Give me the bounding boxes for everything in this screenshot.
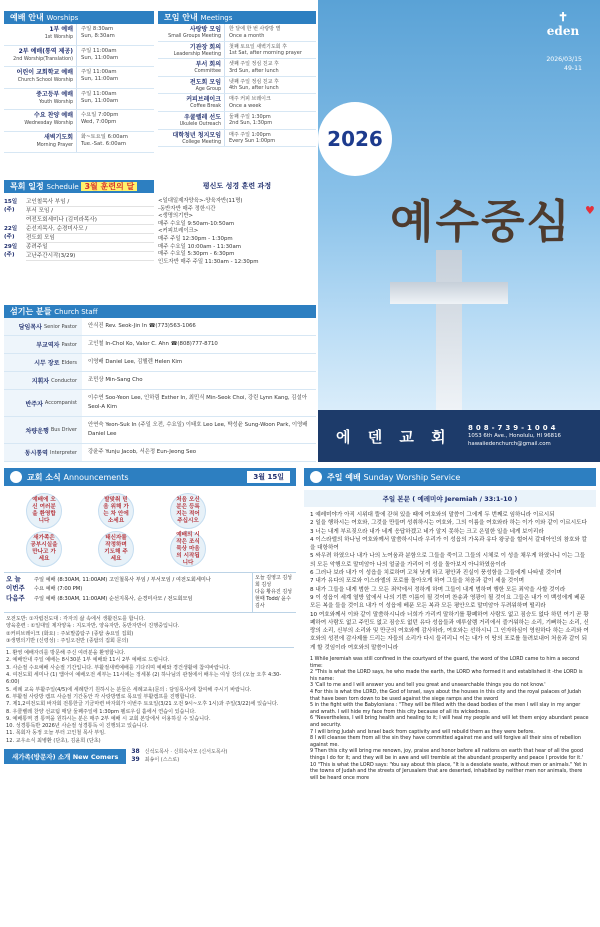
scripture-english [304, 652, 596, 781]
meeting-time-ko: 한 달에 한 번 사랑방 별 [229, 26, 281, 32]
verse-ko: 1 예레미야가 아직 시위대 뜰에 갇혀 있을 때에 여호와의 말씀이 그에게 두 번째로 임하니라 이르시되 [310, 512, 555, 518]
verse-ko: 3 너는 내게 부르짖으라 내가 네게 응답하겠고 네가 알지 못하는 크고 은밀한 일을 네게 보이리라 [310, 528, 544, 535]
staff-role-en: Conductor [51, 377, 77, 384]
verse-en: 5 in the fight with the Babylonians : "They will be filled with the dead bodies of the men I will slay in my anger and wrath. I will hide my face from this city because of all its wickedness. [310, 702, 581, 715]
staff-role-en: Senior Pastor [43, 323, 77, 330]
meeting-name [158, 130, 224, 147]
schedule-items [26, 243, 154, 261]
meeting-name-ko: 우쿨렐레 선도 [184, 113, 221, 121]
worship-row [4, 67, 154, 89]
meeting-name-ko: 커피브레이크 [186, 96, 221, 104]
cover [318, 0, 600, 462]
announcement-item: 9. 예배통역 겸 통역을 원하시는 분은 매주 2부 예배 시 교회 본당에서 이용하실 수 있습니다. [6, 715, 211, 722]
training-line: <생명의기반> [158, 213, 194, 220]
verse-ko: 5 싸우려 하였으나 내가 나의 노여움과 분함으로 그들을 죽이고 그들의 시체로 이 성을 채우게 하였나니 이는 그들의 모든 악행으로 말미암아 나의 얼굴을 가리어 이 성을 돌아보지 아니하였음이라 [310, 553, 586, 568]
meeting-time-en: Once a week [229, 102, 262, 109]
schedule-date: 29일(주) [4, 244, 18, 258]
verse-en: 10 "This is what the LORD says: 'You say about this place, "It is a desolate waste, without men or animals." Yet in the towns of Judah and the streets of Jerusalem that are deserted, inhabited by neither men nor animals, there will be heard once more [310, 761, 588, 781]
staff-role [4, 444, 82, 461]
event-line [6, 575, 250, 584]
duty-line: 오늘 김영고 김성희 김성 [255, 575, 292, 588]
worship-name-en: Youth Worship [39, 99, 73, 105]
staff-header: 섬기는 분들 Church Staff [4, 305, 316, 318]
meeting-name-ko: 사랑방 모임 [189, 26, 221, 33]
welcome-circle [152, 530, 224, 568]
staff-people: 이수연 Soo-Yeon Lee, 인하림 Esther In, 최민식 Min-Seok Choi, 강린 Lynn Kang, 김설아 Seol-A Kim [88, 395, 307, 410]
meeting-name-ko: 전도회 모임 [189, 78, 221, 86]
schedule-row [4, 243, 154, 261]
worship-name-ko: 어린이 교회학교 예배 [16, 69, 73, 76]
schedule-item: 고인철목사 부임 / [26, 198, 154, 207]
church-email[interactable]: hawaiiedenchurch@gmail.com [468, 441, 551, 447]
worship-time [76, 89, 154, 110]
training-line: 매주 수요일 5:30pm - 6:30pm [158, 251, 235, 258]
worship-row [4, 46, 154, 68]
staff-row [4, 417, 316, 444]
worship-row [4, 89, 154, 111]
verse-en: 4 For this is what the LORD, the God of Israel, says about the houses in this city and the royal palaces of Judah that have been torn down to be used against the siege ramps and the sword [310, 689, 582, 702]
training-line: <일대일제자양육>-양육자반(11명) [158, 198, 243, 204]
verse-ko: 4 이스라엘의 하나님 여호와께서 말씀하시니라 우리가 이 성읍의 가옥과 유다 왕궁을 헐어서 갈대아인의 참호와 칼을 대항하여 [310, 536, 588, 552]
schedule-item: 고난주간시작(3/29) [26, 252, 154, 261]
staff-role [4, 318, 82, 335]
meeting-name [158, 59, 224, 76]
cover-title: 예수중심 [390, 195, 572, 248]
verse-en: 1 While Jeremiah was still confined in the courtyard of the guard, the word of the LORD came to him a second time: [310, 656, 580, 669]
worship-time-ko: 주일 11:00am [81, 47, 117, 54]
staff-role-en: Pastor [61, 341, 77, 348]
note-line: ②커피브레이크 (화요) : 주보말씀탐구 (종탑 송요일 집회) [6, 630, 134, 637]
staff-section [4, 305, 316, 462]
announcement-notes [4, 613, 296, 745]
note-line: ③생명의기반 (신령성) : 주일오전반 (종탑의 집회 문의) [6, 637, 129, 644]
welcome-circle-text: 발맞춰 믿음 위해 가는 차 안에 소세요 [98, 493, 134, 529]
verse-ko: 10 여호와께서 이와 같이 말씀하시니라 너희가 가리켜 말하기를 황폐하여 사람도 없고 짐승도 없다 하던 여기 곧 황폐하여 사람도 없고 주민도 없고 짐승도 없던 유다 성읍들과 예루살렘 거리에서 즐거워하는 소리, 기뻐하는 소리, 신랑의 소리, 신부의 소리와 및 만군의 여호와께 감사하라, 여호와는 선하시니 그 인자하심이 영원하다 하는 소리와 여호와의 성전에 감사제를 드리는 자들의 소리가 다시 들리리니 이는 내가 이 땅의 포로를 돌려보내어 처음과 같이 되게 할 것임이라 여호와의 말씀이니라 [310, 611, 589, 651]
staff-people: 안식진 Rev. Seok-Jin In ☎(773)563-1066 [88, 323, 196, 329]
worship-name [4, 110, 76, 131]
welcome-circle [8, 492, 80, 530]
worship-time-en: Sun, 11:00am [81, 97, 119, 104]
announcements-date: 3월 15일 [247, 471, 290, 483]
staff-role-en: Interpreter [49, 449, 77, 456]
staff-role-en: Elders [61, 359, 77, 366]
worship-time-ko: 주일 8:30am [81, 26, 114, 32]
welcome-circle [152, 492, 224, 530]
staff-role-ko: 지휘자 [31, 378, 50, 385]
meeting-name-ko: 기관장 회의 [189, 43, 221, 51]
newcomers-label: 새가족(방문자) 소개 New Comers [4, 749, 126, 764]
meeting-time-en: 3rd Sun, after lunch [229, 67, 279, 74]
worship-name [4, 132, 76, 153]
verse-ko: 7 내가 유다의 포로와 이스라엘의 포로를 돌아오게 하여 그들을 처음과 같이 세울 것이며 [310, 578, 525, 585]
schedule-header: 목회 일정 Schedule 3월 훈련의 달 [4, 180, 154, 193]
staff-role-ko: 차량운행 [25, 427, 49, 435]
schedule-items [26, 198, 154, 225]
welcome-circle-text: 처음 오신분은 등록지는 적어주십시오 [170, 493, 206, 529]
staff-people: 안연숙 Yeon-Suk In (주일 오전, 수요일) 이태호 Leo Lee, 박성윤 Sung-Woon Park, 이영배 Daniel Lee [88, 422, 308, 437]
announcement-item: 4. 여전도회 세미나 (1) 앱아이 예배오전 세부는 11시에는 정세봉 (2) 하나님의 관점에서 배우는 여성 강의 (오늘 오후 4:30-6:00) [6, 672, 282, 686]
meeting-row [158, 42, 316, 60]
worship-name [4, 67, 76, 88]
schedule-item: 전도회 모임 [26, 234, 154, 243]
staff-role-ko: 반주자 [25, 400, 43, 408]
sermon-passage: 주일 본문 ( 예레미야 Jeremiah / 33:1-10 ) [304, 490, 596, 507]
event-line [6, 594, 250, 603]
meeting-time-en: 1st Sat, after morning prayer [229, 50, 302, 57]
note-line: 양육훈련 : ①일대일 제자양육 : 지도자반, 양육자반, 동반자반이 진행중입니다. [6, 623, 180, 630]
worship-table [4, 11, 154, 153]
meeting-time [224, 130, 316, 147]
church-address: 1053 6th Ave., Honolulu, HI 96816 [468, 433, 561, 439]
church-contact [468, 424, 561, 448]
meeting-time [224, 77, 316, 94]
staff-row [4, 390, 316, 417]
scripture-korean [304, 507, 596, 652]
meeting-name-en: Committee [194, 69, 221, 75]
welcome-circle [80, 530, 152, 568]
worship-time [76, 46, 154, 67]
worship-time-en: Sun, 11:00am [81, 54, 119, 61]
event-text: 주일 예배 (8:30AM, 11:00AM) 순선지목사, 순경미사모 / 전도회모임 [34, 595, 193, 602]
worship-time [76, 24, 154, 45]
staff-row [4, 318, 316, 336]
worship-time-en: Wed, 7:00pm [81, 119, 117, 125]
announcement-item: 8. 우쿨렐레 찬양 선교팀 매달 둘째주일에 1:30pm 펠로우십 홀에서 연습이 있습니다. [6, 708, 196, 715]
schedule-item: 여전도회세미나 (김미라목사) [26, 216, 154, 225]
schedule-items [26, 225, 154, 243]
staff-people: 이영배 Daniel Lee, 김헬렌 Helen Kim [88, 359, 183, 365]
worship-name-en: Wednesday Worship [24, 121, 73, 126]
schedule-section [4, 180, 316, 300]
event-text: 주일 예배 (8:30AM, 11:00AM) 고인철목사 부임 / 부서모임 / 여전도회세미나 [34, 577, 211, 583]
service-header: 주일 예배 Sunday Worship Service [304, 468, 596, 486]
schedule-highlight: 3월 훈련의 달 [81, 182, 137, 191]
event-label: 이번주 [6, 584, 25, 593]
worship-name [4, 46, 76, 67]
training-title: 평신도 성경 훈련 과정 [202, 182, 272, 190]
training-line: 매주 수요일 9:50am-10:50am [158, 220, 235, 227]
schedule-item: 부서 모임 / [26, 207, 154, 216]
announcements-section [4, 468, 296, 764]
meeting-time-en: 2nd Sun, 1:30pm [229, 120, 273, 127]
meeting-name [158, 77, 224, 94]
training-line: <커피브레이크> [158, 228, 199, 235]
verse-en: 7 I will bring Judah and Israel back from captivity and will rebuild them as they were before. [310, 728, 535, 735]
meeting-name-en: Leadership Meeting [173, 51, 221, 57]
meeting-row [158, 24, 316, 42]
duty-line: 현때 Todd/ 윤수 김사 [255, 596, 291, 609]
meeting-time-ko: 둘째 주일 1:30pm [229, 113, 271, 120]
worship-time [76, 132, 154, 153]
meeting-name-en: Age Group [195, 86, 221, 92]
announcement-item: 2. 예배안내 주일 예배는 8시30분 1부 예배와 11시 2부 예배로 드립니다. [6, 657, 170, 664]
announcement-item: 5. 세례 교육 부활주일(4/5)에 세례받기 원하시는 분들은 세례교육(문의 : 담임목사)에 참여해 주시기 바랍니다. [6, 686, 252, 693]
welcome-circle [80, 492, 152, 530]
meeting-time-ko: 셋째 주일 정심 친교 후 [229, 61, 279, 68]
welcome-circle-text: 태신자를 작정하며 기도해 주세요 [98, 531, 134, 567]
meeting-name-en: College Meeting [182, 139, 221, 145]
event-text: 수요 예배 (7:00 PM) [34, 586, 83, 593]
church-icon [10, 471, 22, 483]
training-line: 매주 수요일 10:00am - 11:30am [158, 243, 242, 250]
meeting-time-ko: 넷째 주일 정심 친교 후 [229, 78, 279, 85]
verse-ko: 6 그러나 보라 내가 이 성읍을 치료하며 고쳐 낫게 하고 평안과 진실이 풍성함을 그들에게 나타낼 것이며 [310, 570, 562, 577]
staff-row [4, 372, 316, 390]
verse-ko: 9 이 성읍이 세계 열방 앞에서 나의 기쁜 이름이 될 것이며 찬송과 영광이 될 것이요 그들은 내가 이 백성에게 베푼 모든 복을 들을 것이요 내가 이 성읍에 베푼 모든 복과 모든 평안으로 말미암아 두려워하며 떨리라 [310, 594, 586, 610]
announcement-item: 11. 목회자 동정 오늘 부터 고인철 목사 부임. [6, 730, 106, 737]
meeting-time-ko: 매주 주일 1:00pm [229, 131, 271, 138]
welcome-circle-text: 예배에 오신 여러분을 환영합니다 [26, 493, 62, 529]
schedule-item: 종려주일 [26, 243, 154, 252]
meeting-time [224, 59, 316, 76]
weekly-events [4, 572, 296, 613]
meeting-name [158, 24, 224, 41]
announcement-item: 3. 사순절 수요예배 사순절 기간입니다. 부활절새벽예배를 기다리며 예배와 경건생활에 참여바랍니다. [6, 664, 231, 671]
church-name: 에 덴 교 회 [336, 427, 452, 446]
meeting-row [158, 130, 316, 148]
training-line: -동반자반 매주 정한시간 [158, 205, 216, 212]
year-badge: 2026 [318, 102, 392, 176]
meeting-name [158, 112, 224, 129]
welcome-circle-text: 새가족은 공부시실을 만나고 가세요 [26, 531, 62, 567]
staff-row [4, 444, 316, 462]
cross-icon [436, 250, 462, 410]
worship-time-en: Tue.-Sat. 6:00am [81, 140, 126, 147]
verse-ko: 8 내가 그들을 내게 범한 그 모든 죄악에서 정하게 하며 그들이 내게 범하며 행한 모든 죄악을 사할 것이라 [310, 586, 566, 593]
cover-date: 2026/03/15 49-11 [546, 56, 582, 72]
meeting-time [224, 112, 316, 129]
training-line: 매주 주일 12:30pm - 1:30pm [158, 235, 233, 242]
schedule-date: 22일(주) [4, 226, 18, 240]
meeting-time-en: Every Sun 1:00pm [229, 138, 276, 145]
worship-row [4, 24, 154, 46]
event-line [6, 584, 250, 593]
cross-arm [390, 282, 508, 304]
eden-logo: ✝ eden [546, 10, 580, 38]
cross-circle-icon [310, 471, 322, 483]
meeting-name-en: Small Groups Meeting [168, 34, 221, 39]
staff-role [4, 390, 82, 416]
worship-name-en: 1st Worship [44, 35, 73, 40]
meeting-name-ko: 부서 회의 [195, 61, 221, 69]
staff-row [4, 354, 316, 372]
staff-role-ko: 동시통역 [24, 450, 48, 457]
event-label: 오 늘 [6, 575, 21, 583]
training-line: 인도자반 매주 주일 11:30am - 12:30pm [158, 258, 259, 265]
welcome-circle-text: 예배의 시작은 조식 묵상 마음의 시작됩니다 [170, 531, 206, 567]
worship-row [4, 132, 154, 154]
worship-time-en: Sun, 11:00am [81, 76, 119, 82]
worship-service-section [304, 468, 596, 781]
schedule-date: 15일(주) [4, 199, 18, 213]
announcement-item: 6. 부활절 사랑방 캠프 사순절 기간동안 각 사랑방별로 목요일 부활캠프를 진행합니다. [6, 693, 196, 700]
worship-name-ko: 중고등부 예배 [36, 90, 73, 98]
meetings-header: 모임 안내 Meetings [158, 11, 316, 24]
verse-en: 9 Then this city will bring me renown, joy, praise and honor before all nations on earth that hear of all the good things I do for it; and they will be in awe and will tremble at the abundant prosperity and peace I provide for it.' [310, 748, 584, 761]
newcomers-numbers: 38 39 [131, 748, 140, 764]
worship-name-en: 2nd Worship(Translation) [13, 56, 73, 62]
staff-role [4, 336, 82, 353]
meeting-row [158, 94, 316, 112]
meeting-time [224, 24, 316, 41]
meeting-name-en: Ukulele Outreach [179, 121, 221, 127]
announcement-item: 1. 환영 예배자리를 방문해 주신 여러분을 환영합니다. [6, 650, 126, 657]
worship-row [4, 110, 154, 132]
staff-role-ko: 시무 장로 [34, 360, 60, 367]
staff-role [4, 354, 82, 371]
meeting-time-ko: 매주 커피 브레이크 [229, 96, 271, 103]
meeting-name-ko: 대학청년 청지모임 [172, 131, 221, 139]
church-phone: 808-739-1004 [468, 424, 559, 432]
worship-name-en: Church School Worship [17, 78, 73, 83]
staff-role [4, 372, 82, 389]
staff-role-en: Accompanist [44, 400, 77, 406]
worship-time-ko: 주일 11:00am [81, 69, 117, 75]
meeting-row [158, 112, 316, 130]
verse-en: 8 I will cleanse them from all the sin they have committed against me and will forgive all their sins of rebellion against me. [310, 735, 581, 748]
worship-time [76, 67, 154, 88]
staff-people: 고인철 In-Chol Ko, Valor C. Ahn ☎(808)777-8710 [88, 341, 218, 347]
meeting-name [158, 94, 224, 111]
worship-time-ko: 주일 11:00am [81, 90, 117, 97]
worship-name [4, 24, 76, 45]
event-label: 다음주 [6, 593, 25, 602]
worship-name-ko: 2부 예배(통역 제공) [18, 47, 73, 55]
staff-role-ko: 담임목사 [18, 324, 42, 331]
announcements-header: 교회 소식 Announcements 3월 15일 [4, 468, 296, 486]
meeting-name-en: Coffee Break [190, 104, 221, 110]
meeting-time [224, 94, 316, 111]
schedule-row [4, 198, 154, 225]
schedule-item: 순선지목사, 순경미사모 / [26, 225, 154, 234]
worship-header: 예배 안내 Worships [4, 11, 154, 24]
worship-time-ko: 화~토요일 6:00am [81, 133, 128, 140]
meeting-time [224, 42, 316, 59]
worship-time [76, 110, 154, 131]
announcement-item: 10. 성경통독반 2026년 사순절 성경통독 이 진행되고 있습니다. [6, 723, 149, 730]
newcomers-names: 신석도목사 · 신희숙사모 (신서도목사) 최송이 (스스로) [144, 749, 228, 764]
announcement-item: 7. 제1,2여전도회 바자회 전통한글 기금마련 바자회가 이번주 토요일(3/21 오전 9시~오후 1시)과 주일(3/22)에 있습니다. [6, 701, 279, 708]
note-line: 오전도반: ①자립전도대 : 각자의 삶 속에서 생활전도를 합니다. [6, 616, 146, 622]
meeting-time-en: Once a month [229, 32, 265, 39]
staff-role-en: Bus Driver [50, 427, 77, 433]
duty-line: 다음 황유진 김성 [255, 589, 292, 595]
verse-ko: 2 일을 행하시는 여호와, 그것을 만들며 성취하시는 여호와, 그의 이름을 여호와라 하는 이가 이와 같이 이르시도다 [310, 520, 587, 527]
worship-name-ko: 1부 예배 [49, 26, 73, 33]
staff-people: 강윤주 Yunju Jacob, 서은정 Eun-Jeong Seo [88, 449, 197, 455]
staff-row [4, 336, 316, 354]
verse-en: 2 "This is what the LORD says, he who made the earth, the LORD who formed it and established it -the LORD is his name: [310, 669, 583, 682]
meetings-table [158, 11, 316, 147]
worship-name-ko: 수요 찬양 예배 [34, 112, 73, 119]
worship-name [4, 89, 76, 110]
meeting-name [158, 42, 224, 59]
worship-name-ko: 새벽기도회 [44, 133, 73, 141]
meeting-time-ko: 첫째 토요일 새벽기도회 후 [229, 43, 287, 50]
heart-icon: ♥ [585, 204, 595, 217]
staff-people: 조민상 Min-Sang Cho [88, 377, 143, 383]
staff-role [4, 417, 82, 443]
meeting-row [158, 77, 316, 95]
schedule-row [4, 225, 154, 243]
church-banner [318, 410, 600, 462]
worship-name-en: Morning Prayer [36, 142, 73, 148]
verse-en: 3 'Call to me and I will answer you and tell you great and unsearchable things you do not know.' [310, 682, 546, 689]
meeting-row [158, 59, 316, 77]
welcome-circle [8, 530, 80, 568]
staff-role-ko: 부교역자 [36, 342, 60, 349]
announcement-item: 12. 교우소식 최병환 (단초), 김윤희 (단초) [6, 737, 101, 744]
worship-time-ko: 수요일 7:00pm [81, 112, 119, 118]
verse-en: 6 "Nevertheless, I will bring health and healing to it; I will heal my people and will let them enjoy abundant peace and security. [310, 715, 589, 728]
meeting-time-en: 4th Sun, after lunch [229, 85, 279, 92]
worship-time-en: Sun, 8:30am [81, 33, 115, 39]
newcomers-row [4, 748, 296, 764]
